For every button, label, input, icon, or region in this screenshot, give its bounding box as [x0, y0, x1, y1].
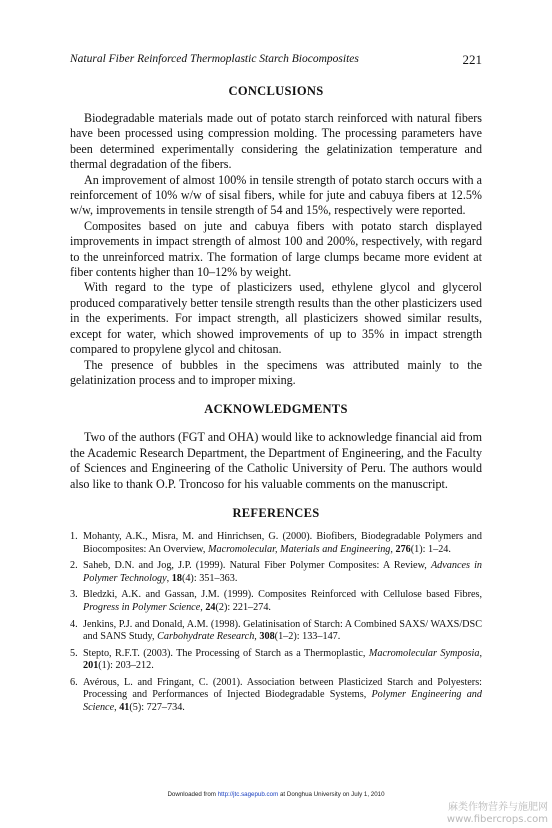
reference-volume: 308 — [259, 631, 275, 643]
download-footer — [0, 791, 552, 798]
watermark-line-1: 麻类作物营养与施肥网 — [448, 802, 548, 813]
reference-volume: 41 — [119, 702, 130, 714]
page-content — [70, 84, 482, 719]
reference-volume: 276 — [395, 543, 411, 555]
watermark — [413, 802, 548, 826]
reference-item: 1. Mohanty, A.K., Misra, M. and Hinrichsen, G. (2000). Biofibers, Biodegradable Polymers and Biocomposites: An Overview, Macromolecular, Materials and Engineering, 276(1): 1–24. — [70, 530, 482, 555]
footer-prefix: Downloaded from — [167, 791, 216, 798]
reference-journal: Polymer Engineering and Science — [83, 689, 482, 714]
conclusions-paragraph-5: The presence of bubbles in the specimens was attributed mainly to the gelatinization process and to improper mixing. — [70, 357, 482, 387]
running-header — [70, 53, 482, 69]
reference-journal: Macromolecular, Materials and Engineering — [207, 543, 391, 555]
reference-journal: Macromolecular Symposia — [368, 647, 480, 659]
reference-text: Saheb, D.N. and Jog, J.P. (1999). Natural Fiber Polymer Composites: A Review, — [83, 560, 427, 572]
reference-journal: Progress in Polymer Science — [83, 601, 201, 613]
reference-pages: (4): 351–363. — [181, 572, 238, 584]
reference-item: 3. Bledzki, A.K. and Gassan, J.M. (1999). Composites Reinforced with Cellulose based Fibres, Progress in Polymer Science, 24(2): 221–274. — [70, 589, 482, 613]
reference-item: 4. Jenkins, P.J. and Donald, A.M. (1998). Gelatinisation of Starch: A Combined SAXS/ WAXS/DSC and SANS Study, Carbohydrate Research, 308(1–2): 133–147. — [70, 618, 482, 643]
reference-volume: 201 — [83, 660, 99, 672]
conclusions-heading: CONCLUSIONS — [228, 84, 324, 98]
reference-text: Mohanty, A.K., Misra, M. and Hinrichsen, G. (2000). Biofibers, Biodegradable Polymers and Biocomposites: An Overview, — [83, 530, 482, 555]
footer-suffix: at Donghua University on July 1, 2010 — [279, 791, 385, 798]
references-heading: REFERENCES — [232, 505, 320, 520]
running-title: Natural Fiber Reinforced Thermoplastic Starch Biocomposites — [70, 53, 359, 65]
reference-number: 4. — [70, 618, 78, 630]
reference-number: 1. — [70, 530, 78, 542]
conclusions-paragraph-4: With regard to the type of plasticizers used, ethylene glycol and glycerol produced comparatively better tensile strength results than the other plasticizers used in the experiments. For impact strength, all plasticizers showed similar results, except for water, which showed improvements of up to 35% in impact strength compared to propylene glycol and chitosan. — [70, 280, 482, 357]
reference-text: Jenkins, P.J. and Donald, A.M. (1998). Gelatinisation of Starch: A Combined SAXS/ WAXS/DSC and SANS Study, — [83, 618, 482, 643]
watermark-line-2: www.fibercrops.com — [446, 814, 548, 825]
reference-volume: 18 — [171, 572, 182, 584]
reference-number: 6. — [70, 676, 78, 688]
reference-text: Stepto, R.F.T. (2003). The Processing of Starch as a Thermoplastic, — [83, 647, 366, 659]
reference-item: 5. Stepto, R.F.T. (2003). The Processing of Starch as a Thermoplastic, Macromolecular Symposia, 201(1): 203–212. — [70, 647, 483, 672]
conclusions-paragraph-2: An improvement of almost 100% in tensile strength of potato starch occurs with a reinforcement of 10% w/w of sisal fibers, while for jute and cabuya fibers at 12.5% w/w, improvements in tensile strength of 54 and 15%, respectively were reported. — [70, 172, 482, 218]
reference-text: Avérous, L. and Fringant, C. (2001). Association between Plasticized Starch and Polyesters: Processing and Performances of Injected Biodegradable Systems, — [83, 676, 482, 701]
conclusions-paragraph-1: Biodegradable materials made out of potato starch reinforced with natural fibers have been processed using compression molding. The processing parameters have been determined experimentally considering the gelatinization temperature and thermal degradation of the fibers. — [70, 111, 482, 172]
conclusions-paragraph-3: Composites based on jute and cabuya fibers with potato starch displayed improvements in impact strength of almost 100 and 200%, respectively, with regard to the unreinforced matrix. The formation of large clumps became more evident at fiber contents higher than 10–12% by weight. — [70, 218, 482, 280]
page-number: 221 — [462, 52, 482, 67]
reference-number: 5. — [70, 647, 78, 659]
reference-item: 2. Saheb, D.N. and Jog, J.P. (1999). Natural Fiber Polymer Composites: A Review, Advances in Polymer Technology, 18(4): 351–363. — [70, 560, 482, 584]
footer-link[interactable]: http://jtc.sagepub.com — [217, 791, 279, 798]
reference-item: 6. Avérous, L. and Fringant, C. (2001). Association between Plasticized Starch and Polyesters: Processing and Performances of Injected Biodegradable Systems, Polymer Engineering and Science, 41(5): 727–734. — [70, 676, 482, 714]
reference-pages: (5): 727–734. — [129, 702, 185, 714]
acknowledgments-heading: ACKNOWLEDGMENTS — [204, 402, 348, 417]
acknowledgments-paragraph: Two of the authors (FGT and OHA) would like to acknowledge financial aid from the Academic Research Department, the Department of Engineering, and the Faculty of Sciences and Engineering of the Catholic University of Peru. The authors would also like to thank O.P. Troncoso for his valuable comments on the manuscript. — [70, 430, 482, 491]
reference-list — [70, 531, 482, 715]
reference-journal: Advances in Polymer Technology — [83, 560, 482, 584]
reference-volume: 24 — [205, 601, 216, 613]
reference-text: Bledzki, A.K. and Gassan, J.M. (1999). Composites Reinforced with Cellulose based Fibres, — [83, 589, 482, 601]
reference-pages: (1): 203–212. — [98, 660, 154, 672]
reference-pages: (1–2): 133–147. — [274, 631, 341, 643]
reference-number: 2. — [70, 560, 78, 572]
reference-journal: Carbohydrate Research — [157, 631, 255, 643]
reference-pages: (2): 221–274. — [215, 601, 271, 613]
reference-number: 3. — [70, 589, 78, 601]
reference-pages: (1): 1–24. — [410, 543, 451, 555]
